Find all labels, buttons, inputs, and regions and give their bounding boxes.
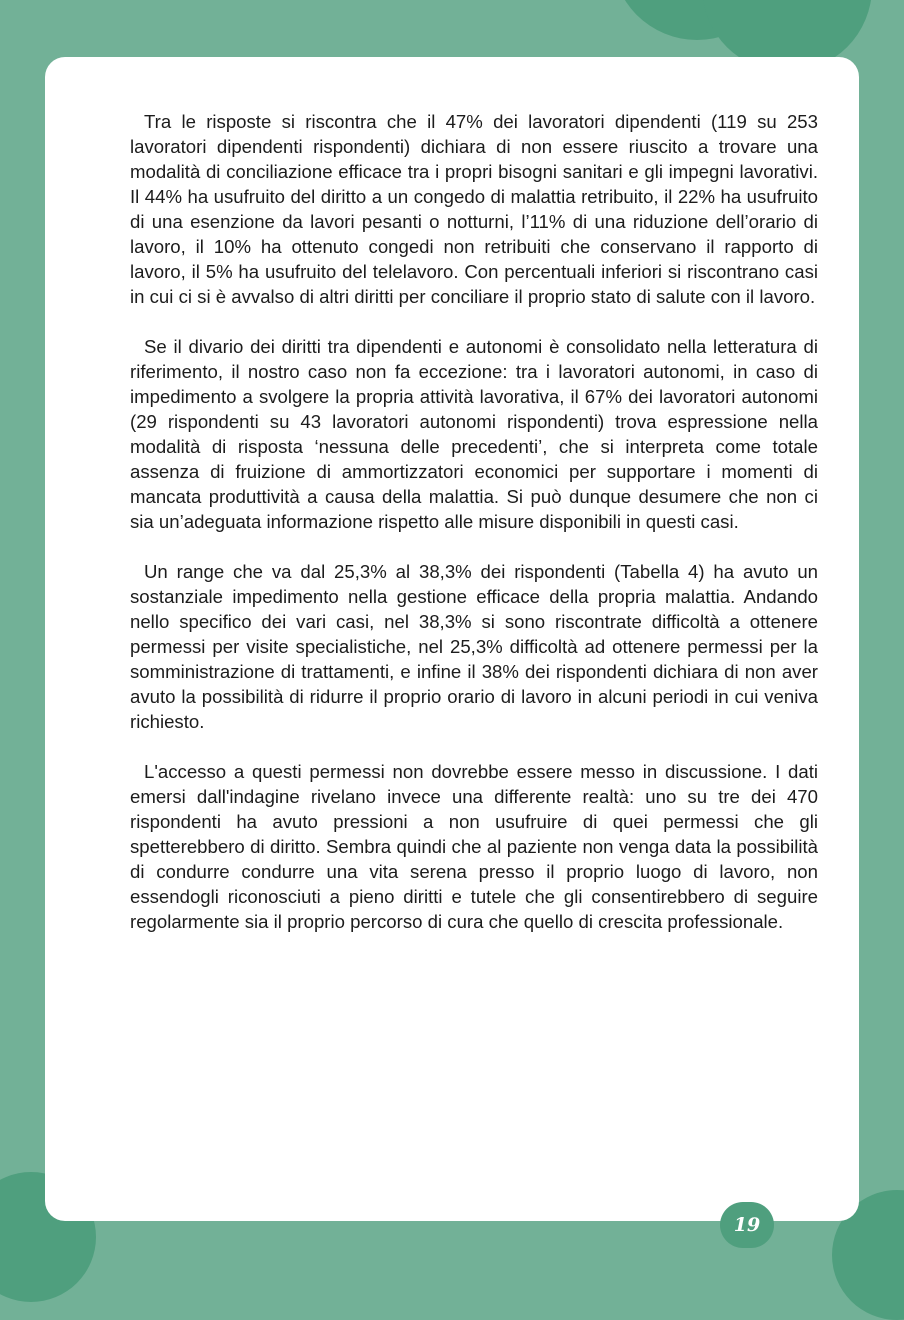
page-number-badge [720, 1202, 774, 1248]
body-text [130, 109, 818, 959]
paragraph-1: Tra le risposte si riscontra che il 47% dei lavoratori dipendenti (119 su 253 lavoratori dipendenti rispondenti) dichiara di non essere riuscito a trovare una modalità di conciliazione efficace tra i propri bisogni sanitari e gli impegni lavorativi. Il 44% ha usufruito del diritto a un congedo di malattia retribuito, il 22% ha usufruito di una esenzione da lavori pesanti o notturni, l’11% di una riduzione dell’orario di lavoro, il 10% ha ottenuto congedi non retribuiti che conservano il rapporto di lavoro, il 5% ha usufruito del telelavoro. Con percentuali inferiori si riscontrano casi in cui ci si è avvalso di altri diritti per conciliare il proprio stato di salute con il lavoro. [130, 111, 818, 307]
paragraph-4: L'accesso a questi permessi non dovrebbe essere messo in discussione. I dati emersi dall'indagine rivelano invece una differente realtà: uno su tre dei 470 rispondenti ha avuto pressioni a non usufruire di quei permessi che gli spetterebbero di diritto. Sembra quindi che al paziente non venga data la possibilità di condurre condurre una vita serena presso il proprio luogo di lavoro, non essendogli riconosciuti a pieno diritti e tutele che gli consentirebbero di seguire regolarmente sia il proprio percorso di cura che quello di crescita professionale. [130, 761, 818, 932]
paragraph-3: Un range che va dal 25,3% al 38,3% dei rispondenti (Tabella 4) ha avuto un sostanziale impedimento nella gestione efficace della propria malattia. Andando nello specifico dei vari casi, nel 38,3% si sono riscontrate difficoltà a ottenere permessi per visite specialistiche, nel 25,3% difficoltà ad ottenere permessi per la somministrazione di trattamenti, e infine il 38% dei rispondenti dichiara di non aver avuto la possibilità di ridurre il proprio orario di lavoro in alcuni periodi in cui veniva richiesto. [130, 561, 818, 732]
paragraph-2: Se il divario dei diritti tra dipendenti e autonomi è consolidato nella letteratura di riferimento, il nostro caso non fa eccezione: tra i lavoratori autonomi, in caso di impedimento a svolgere la propria attività lavorativa, il 67% dei lavoratori autonomi (29 rispondenti su 43 lavoratori autonomi rispondenti) trova espressione nella modalità di risposta ‘nessuna delle precedenti’, che si interpreta come totale assenza di fruizione di ammortizzatori economici per supportare i momenti di mancata produttività a causa della malattia. Si può dunque desumere che non ci sia un’adeguata informazione rispetto alle misure disponibili in questi casi. [130, 336, 818, 532]
page-number: 19 [733, 1214, 761, 1236]
